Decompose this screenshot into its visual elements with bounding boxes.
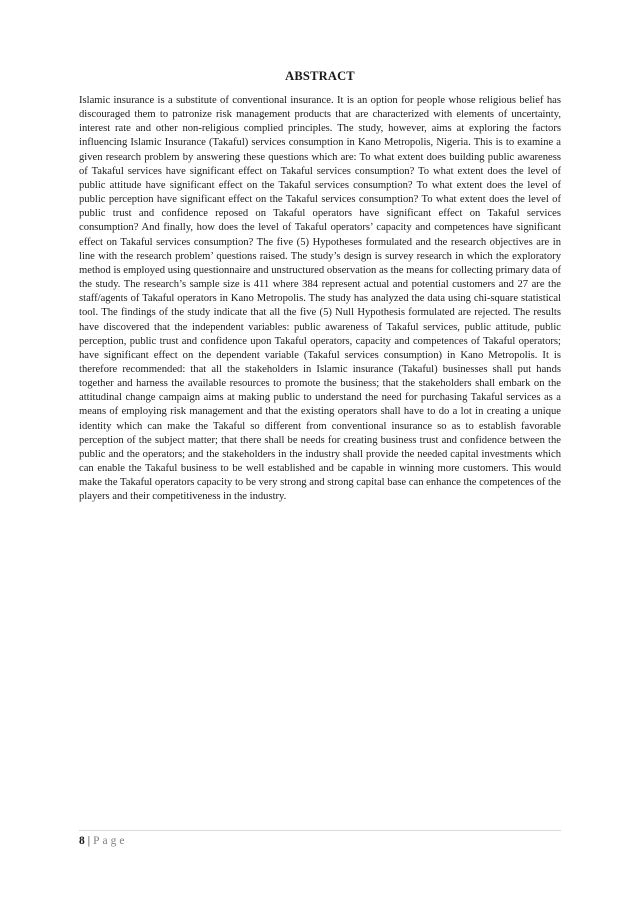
page-footer <box>79 835 127 847</box>
abstract-heading: ABSTRACT <box>285 69 355 83</box>
page-label: Page <box>93 835 128 847</box>
abstract-paragraph: Islamic insurance is a substitute of conventional insurance. It is an option for people whose religious belief has discouraged them to patronize risk management products that are characterized with elements of uncertainty, interest rate and other non-religious complied principles. The study, however, aims at exploring the factors influencing Islamic Insurance (Takaful) services consumption in Kano Metropolis, Nigeria. This is to examine a given research problem by answering these questions which are: To what extent does building public awareness of Takaful services have significant effect on Takaful services consumption? To what extent does the level of public attitude have significant effect on the Takaful services consumption? To what extent does the level of public perception have significant effect on the Takaful services consumption? To what extent does the level of public trust and confidence reposed on Takaful operators have significant effect on Takaful services consumption? And finally, how does the level of Takaful operators’ capacity and competences have significant effect on Takaful services consumption? The five (5) Hypotheses formulated and the research objectives are in line with the research problem’ questions raised. The study’s design is survey research in which the exploratory method is employed using questionnaire and unstructured observation as the means for collecting primary data of the study. The research’s sample size is 411 where 384 represent actual and potential customers and 27 are the staff/agents of Takaful operators in Kano Metropolis. The study has analyzed the data using chi-square statistical tool. The findings of the study indicate that all the five (5) Null Hypothesis formulated are rejected. The results have discovered that the independent variables: public awareness of Takaful services, public attitude, public perception, public trust and confidence upon Takaful operators, capacity and competences of Takaful operators; have significant effect on the dependent variable (Takaful services consumption) in Kano Metropolis. It is therefore recommended: that all the stakeholders in Islamic insurance (Takaful) businesses shall put hands together and harness the available resources to promote the business; that the stakeholders shall embark on the attitudinal change campaign aims at making public to understand the need for purchasing Takaful services as a means of employing risk management and that the existing operators shall have to do a lot in creating a unique identity which can make the Takaful so different from conventional insurance so as to establish favorable perception of the subject matter; that there shall be needs for creating business trust and confidence between the public and the operators; and the stakeholders in the industry shall provide the needed capital investments which can enable the Takaful business to be well established and be capable in winning more customers. This would make the Takaful operators capacity to be very strong and strong capital base can enhance the competences of the players and their competitiveness in the industry. <box>79 95 561 503</box>
footer-separator: | <box>87 835 91 847</box>
footer-divider <box>79 830 561 831</box>
page-number: 8 <box>79 835 85 847</box>
